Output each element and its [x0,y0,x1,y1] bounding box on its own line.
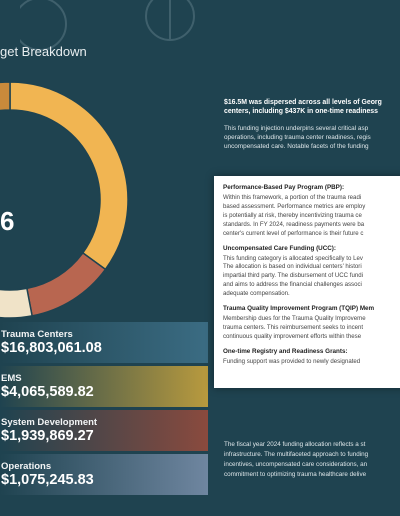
text-line: centers, including $437K in one-time readiness [224,108,378,115]
category-name: Trauma Centers [1,329,73,340]
text-line: trauma centers. This reimbursement seeks to incent [223,323,364,331]
funding-details-card [214,176,400,388]
donut-segment-1 [27,253,106,316]
category-ems [0,366,208,407]
section-text [223,194,400,239]
text-line: is potentially at risk, thereby incentivizing trauma ce [223,211,362,219]
intro-section [224,98,400,151]
text-line: This funding category is allocated specifically to Lev [223,254,363,262]
donut-segment-4 [0,82,10,286]
donut-segment-2 [0,287,32,318]
category-amount: $16,803,061.08 [1,340,102,356]
section-heading: Performance-Based Pay Program (PBP): [223,184,345,191]
donut-segment-0 [10,82,128,269]
text-line: incentives, uncompensated care considerations, an [224,461,368,468]
category-amount: $4,065,589.82 [1,384,94,400]
text-line: The allocation is based on individual centers' histori [223,263,362,271]
intro-body [224,124,400,151]
section-heading: Uncompensated Care Funding (UCC): [223,244,336,252]
category-name: System Development [1,417,98,428]
text-line: Funding support was provided to newly designated [223,357,361,365]
section-text [223,315,400,342]
text-line: uncompensated care. Notable facets of the funding [224,143,369,150]
text-line: center's current level of performance is their future c [223,229,364,237]
section-text [223,255,400,300]
section-heading: One-time Registry and Readiness Grants: [223,347,348,355]
category-operations [0,454,208,495]
budget-donut-chart [0,80,130,320]
category-list [0,322,208,498]
section-heading: Trauma Quality Improvement Program (TQIP) Mem [223,305,375,313]
text-line: standards. In FY 2024, readiness payments were ba [223,220,365,228]
text-line: based assessment. Performance metrics are employ [223,202,366,210]
text-line: and aims to address the financial challenges associ [223,281,362,289]
text-line: commitment to optimizing trauma healthcare delive [224,471,367,478]
text-line: infrastructure. The multifaceted approach to funding [224,451,369,458]
text-line: adequate compensation. [223,290,290,298]
text-line: Within this framework, a portion of the trauma readi [223,194,362,201]
text-line: continuous quality improvement efforts within these [223,332,362,340]
closing-paragraph [224,440,400,480]
category-amount: $1,939,869.27 [1,428,94,444]
intro-lead [224,98,400,116]
donut-center-value: 6 [0,206,15,236]
category-system-development [0,410,208,451]
page-title: get Breakdown [0,44,87,59]
category-amount: $1,075,245.83 [1,472,94,488]
text-line: This funding injection underpins several critical asp [224,125,369,132]
category-name: EMS [1,373,22,384]
text-line: $16.5M was dispersed across all levels of Georg [224,99,382,106]
text-line: impartial third party. The disbursement of UCC fundi [223,272,363,280]
section-text [223,358,400,367]
category-trauma-centers [0,322,208,363]
text-line: The fiscal year 2024 funding allocation reflects a st [224,441,366,448]
category-name: Operations [1,461,52,472]
text-line: operations, including trauma center readiness, regis [224,134,371,141]
text-line: Membership dues for the Trauma Quality Improveme [223,315,366,323]
